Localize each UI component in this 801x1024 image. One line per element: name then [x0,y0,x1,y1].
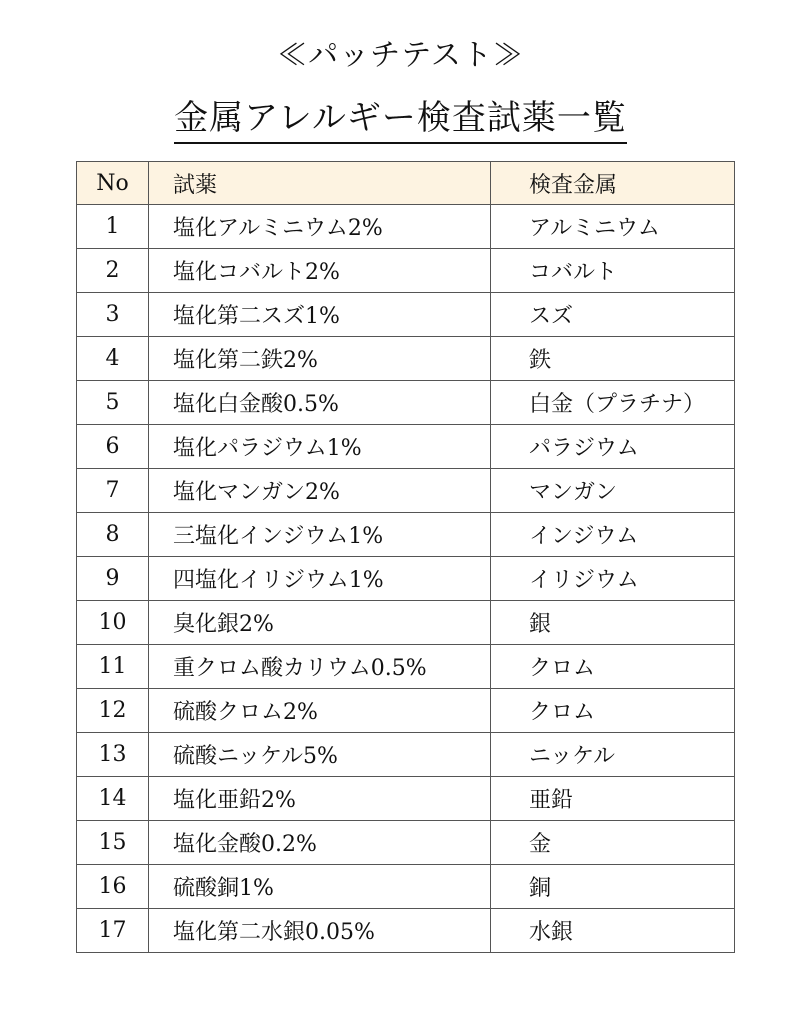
cell-no: 15 [77,821,149,865]
cell-reagent: 塩化第二スズ1% [149,293,491,337]
cell-reagent: 臭化銀2% [149,601,491,645]
cell-no: 12 [77,689,149,733]
table-row [77,601,735,645]
cell-metal: パラジウム [491,425,735,469]
cell-no: 16 [77,865,149,909]
cell-metal: ニッケル [491,733,735,777]
cell-reagent: 硫酸銅1% [149,865,491,909]
cell-reagent: 塩化金酸0.2% [149,821,491,865]
table-row [77,293,735,337]
page-subtitle: ≪パッチテスト≫ [277,38,524,73]
cell-reagent: 塩化マンガン2% [149,469,491,513]
cell-reagent: 三塩化インジウム1% [149,513,491,557]
table-row [77,469,735,513]
table-row [77,557,735,601]
page-title-text: 金属アレルギー検査試薬一覧 [174,96,627,144]
table-row [77,645,735,689]
cell-no: 13 [77,733,149,777]
table-row [77,777,735,821]
table-row [77,249,735,293]
cell-metal: 銅 [491,865,735,909]
page-title [0,96,801,144]
cell-metal: 白金（プラチナ） [491,381,735,425]
cell-metal: アルミニウム [491,205,735,249]
cell-reagent: 塩化パラジウム1% [149,425,491,469]
header-metal: 検査金属 [491,162,735,205]
table-row [77,337,735,381]
table-header-row [77,162,735,205]
cell-reagent: 塩化アルミニウム2% [149,205,491,249]
cell-no: 17 [77,909,149,953]
cell-no: 1 [77,205,149,249]
cell-no: 9 [77,557,149,601]
reagent-table [76,161,735,953]
cell-no: 2 [77,249,149,293]
cell-no: 6 [77,425,149,469]
table-row [77,689,735,733]
cell-no: 4 [77,337,149,381]
cell-no: 7 [77,469,149,513]
table-row [77,513,735,557]
table-header [77,162,735,205]
cell-reagent: 硫酸ニッケル5% [149,733,491,777]
cell-metal: クロム [491,689,735,733]
cell-reagent: 塩化第二水銀0.05% [149,909,491,953]
cell-reagent: 塩化白金酸0.5% [149,381,491,425]
cell-metal: 水銀 [491,909,735,953]
cell-no: 14 [77,777,149,821]
cell-metal: イリジウム [491,557,735,601]
header-no: No [77,162,149,205]
cell-reagent: 塩化亜鉛2% [149,777,491,821]
table-row [77,909,735,953]
cell-reagent: 塩化コバルト2% [149,249,491,293]
table-row [77,821,735,865]
cell-no: 3 [77,293,149,337]
cell-metal: 銀 [491,601,735,645]
table-row [77,205,735,249]
cell-no: 5 [77,381,149,425]
cell-no: 10 [77,601,149,645]
cell-reagent: 重クロム酸カリウム0.5% [149,645,491,689]
cell-metal: スズ [491,293,735,337]
cell-metal: 亜鉛 [491,777,735,821]
cell-metal: 鉄 [491,337,735,381]
cell-metal: クロム [491,645,735,689]
cell-metal: コバルト [491,249,735,293]
cell-metal: マンガン [491,469,735,513]
header-reagent: 試薬 [149,162,491,205]
table-row [77,425,735,469]
cell-metal: 金 [491,821,735,865]
cell-no: 8 [77,513,149,557]
cell-reagent: 塩化第二鉄2% [149,337,491,381]
table-row [77,733,735,777]
cell-reagent: 四塩化イリジウム1% [149,557,491,601]
cell-no: 11 [77,645,149,689]
cell-reagent: 硫酸クロム2% [149,689,491,733]
cell-metal: インジウム [491,513,735,557]
table-row [77,381,735,425]
table-row [77,865,735,909]
table-body [77,205,735,953]
